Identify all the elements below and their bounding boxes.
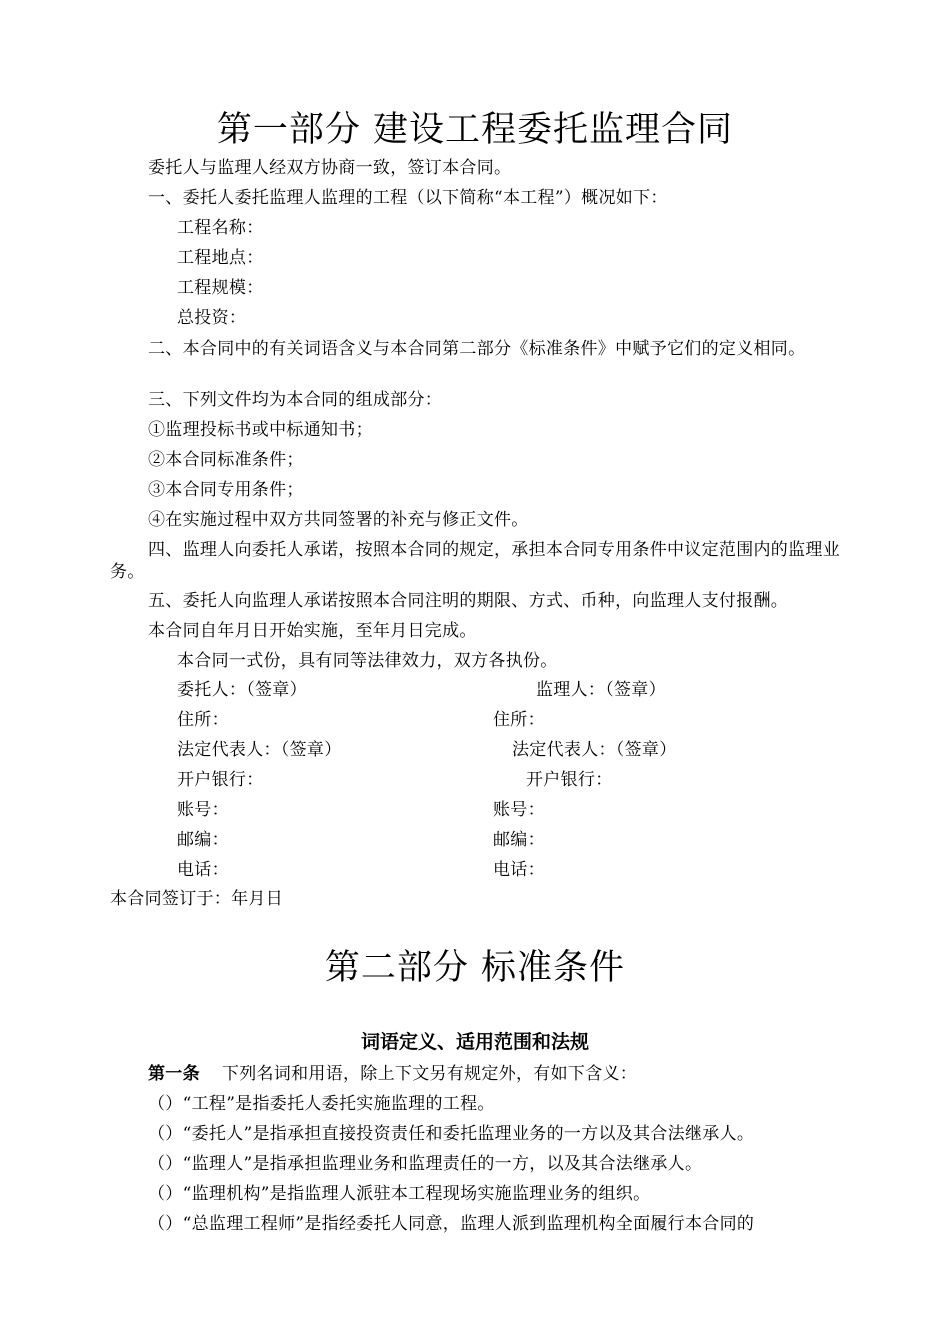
document-item-4: ④在实施过程中双方共同签署的补充与修正文件。	[148, 510, 529, 530]
clause-5: 五、委托人向监理人承诺按照本合同注明的期限、方式、币种，向监理人支付报酬。	[148, 591, 789, 611]
clause-3: 三、下列文件均为本合同的组成部分：	[148, 390, 443, 410]
supervisor-legal-rep-label: 法定代表人：（签章）	[512, 740, 677, 760]
project-location-label: 工程地点：	[177, 248, 264, 268]
section-title: 词语定义、适用范围和法规	[360, 1031, 589, 1053]
client-legal-rep-label: 法定代表人：（签章）	[177, 740, 342, 760]
contract-period: 本合同自年月日开始实施，至年月日完成。	[148, 621, 477, 641]
part2-title: 第二部分 标准条件	[324, 948, 626, 988]
clause-2: 二、本合同中的有关词语含义与本合同第二部分《标准条件》中赋予它们的定义相同。	[148, 339, 806, 359]
intro-text: 委托人与监理人经双方协商一致，签订本合同。	[148, 158, 512, 178]
clause-1: 一、委托人委托监理人监理的工程（以下简称“本工程”）概况如下：	[148, 188, 668, 208]
signing-date: 本合同签订于：年月日	[110, 889, 283, 909]
total-investment-label: 总投资：	[177, 308, 247, 328]
definition-item-5: （）“总监理工程师”是指经委托人同意，监理人派到监理机构全面履行本合同的	[148, 1214, 755, 1234]
project-name-label: 工程名称：	[177, 218, 264, 238]
supervisor-phone-label: 电话：	[493, 860, 545, 880]
document-item-1: ①监理投标书或中标通知书；	[148, 420, 373, 440]
article-1-label: 第一条	[148, 1064, 200, 1084]
definition-item-3: （）“监理人”是指承担监理业务和监理责任的一方，以及其合法继承人。	[148, 1154, 703, 1174]
document-item-3: ③本合同专用条件；	[148, 480, 304, 500]
article-1-text: 下列名词和用语，除上下文另有规定外，有如下含义：	[221, 1064, 638, 1084]
supervisor-signature-label: 监理人：（签章）	[536, 680, 666, 700]
client-signature-label: 委托人：（签章）	[177, 680, 307, 700]
client-postcode-label: 邮编：	[177, 830, 229, 850]
supervisor-address-label: 住所：	[493, 710, 545, 730]
contract-copies: 本合同一式份，具有同等法律效力，双方各执份。	[177, 651, 558, 671]
document-item-2: ②本合同标准条件；	[148, 450, 304, 470]
supervisor-postcode-label: 邮编：	[493, 830, 545, 850]
article-1	[148, 1063, 637, 1085]
client-phone-label: 电话：	[177, 860, 229, 880]
supervisor-bank-label: 开户银行：	[526, 770, 613, 790]
clause-4: 四、监理人向委托人承诺，按照本合同的规定，承担本合同专用条件中议定范围内的监理业务。	[110, 540, 840, 582]
client-account-label: 账号：	[177, 800, 229, 820]
definition-item-4: （）“监理机构”是指监理人派驻本工程现场实施监理业务的组织。	[148, 1184, 651, 1204]
part1-title: 第一部分 建设工程委托监理合同	[216, 110, 734, 150]
definition-item-2: （）“委托人”是指承担直接投资责任和委托监理业务的一方以及其合法继承人。	[148, 1124, 755, 1144]
client-bank-label: 开户银行：	[177, 770, 264, 790]
client-address-label: 住所：	[177, 710, 229, 730]
supervisor-account-label: 账号：	[493, 800, 545, 820]
definition-item-1: （）“工程”是指委托人委托实施监理的工程。	[148, 1094, 495, 1114]
project-scale-label: 工程规模：	[177, 278, 264, 298]
